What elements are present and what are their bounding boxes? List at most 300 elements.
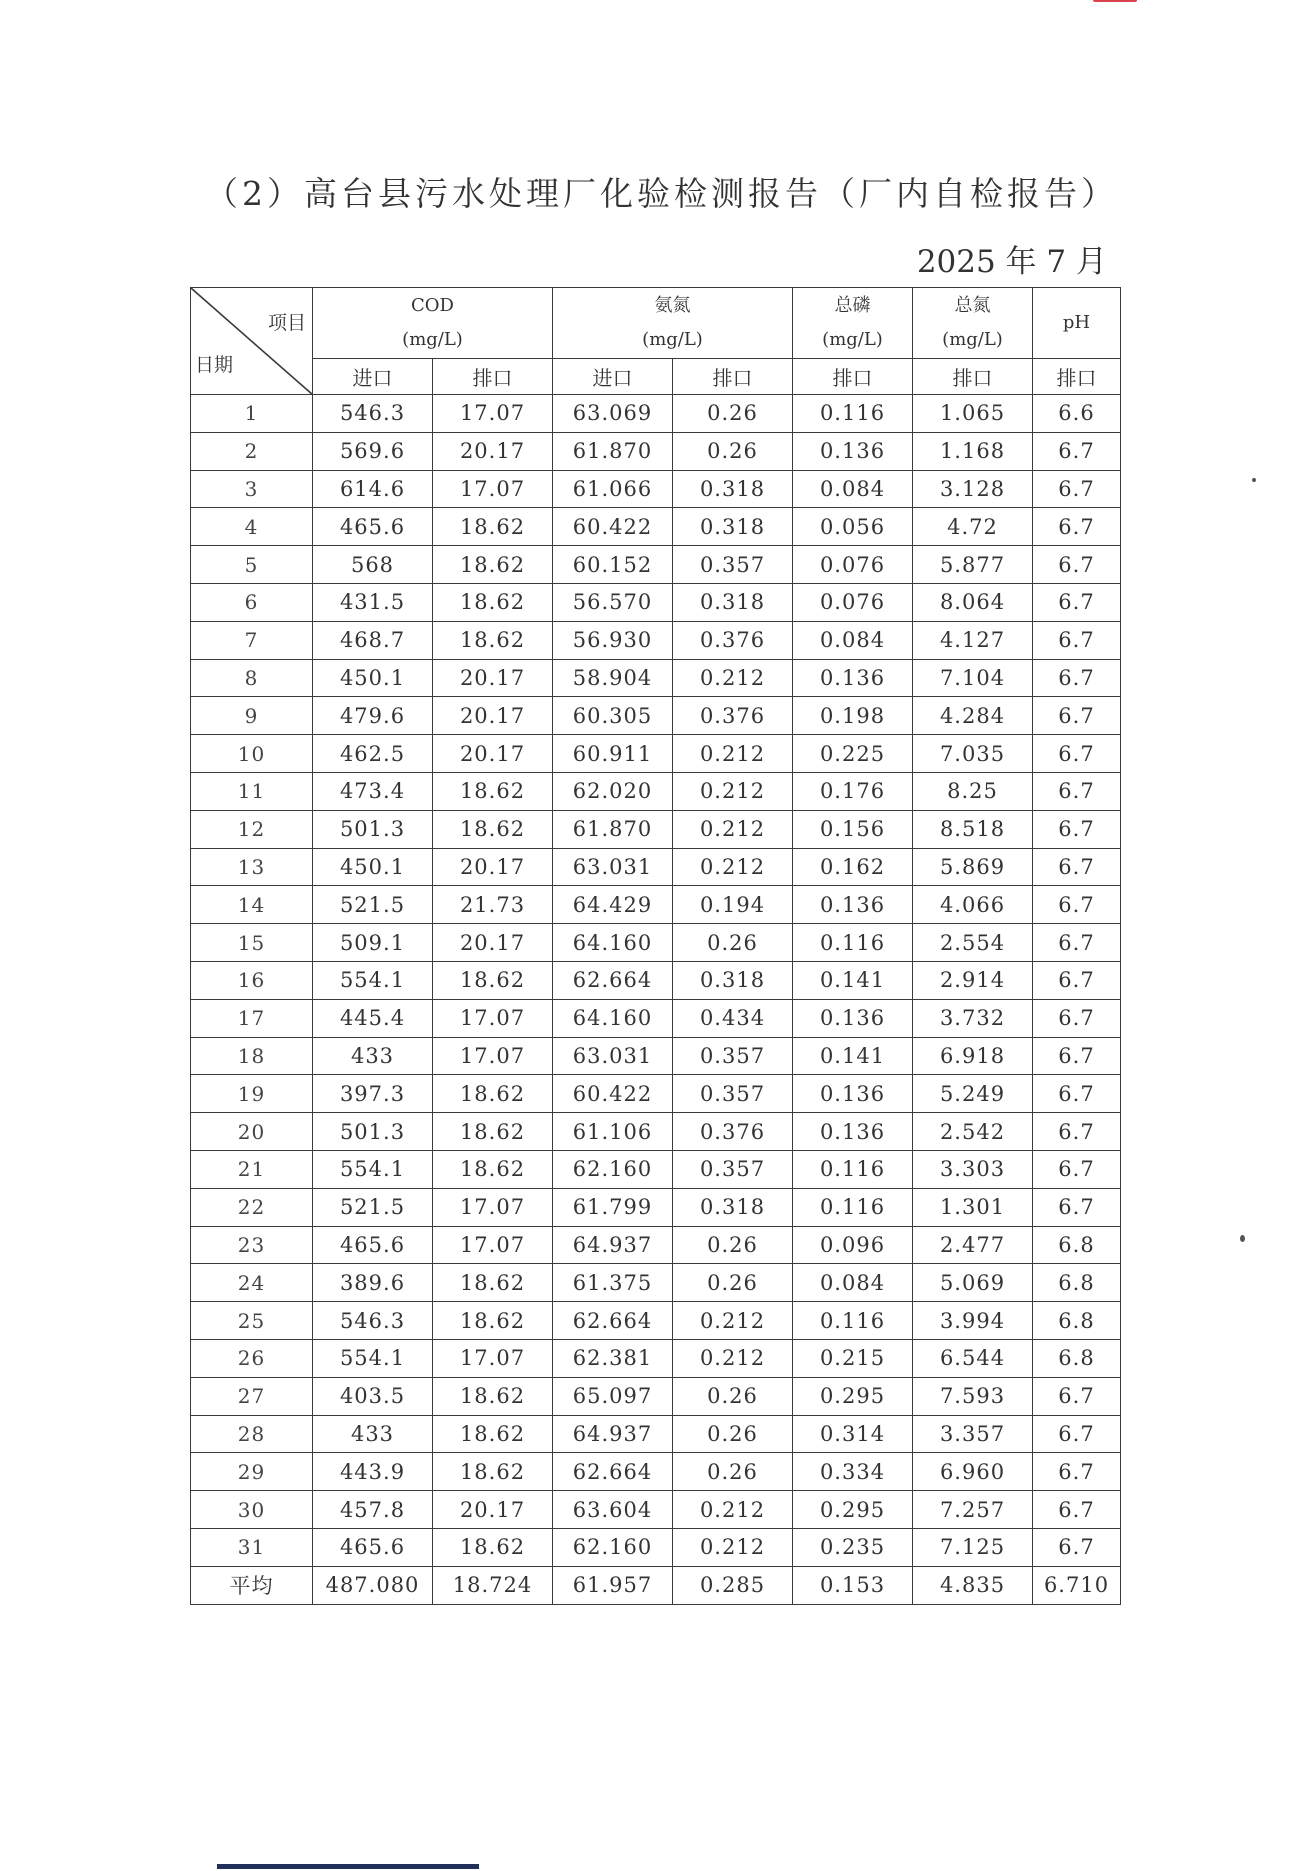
cod-outlet-cell: 18.62 [433,961,553,999]
nh3-outlet-cell: 0.376 [673,621,793,659]
cod-outlet-cell: 18.62 [433,1415,553,1453]
table-row [191,1339,1121,1377]
cod-inlet-cell: 445.4 [313,999,433,1037]
table-row [191,1415,1121,1453]
ph-outlet-cell: 6.7 [1033,1075,1121,1113]
report-date: 2025 年 7 月 [916,244,1107,280]
nh3-outlet-cell: 0.318 [673,470,793,508]
param-name: 总磷 [834,295,871,316]
tp-outlet-cell: 0.084 [793,1264,913,1302]
cod-outlet-cell: 17.07 [433,395,553,433]
nh3-outlet-cell: 0.212 [673,848,793,886]
day-cell: 11 [191,772,313,810]
report-title: （2）高台县污水处理厂化验检测报告（厂内自检报告） [205,174,1118,213]
day-cell: 26 [191,1339,313,1377]
nh3-inlet-cell: 63.031 [553,848,673,886]
ph-outlet-cell: 6.7 [1033,999,1121,1037]
cod-inlet-cell: 501.3 [313,810,433,848]
cod-outlet-cell: 20.17 [433,1491,553,1529]
cod-outlet-cell: 17.07 [433,999,553,1037]
day-cell: 31 [191,1528,313,1566]
header-total-phosphorus [793,288,913,359]
day-cell: 6 [191,583,313,621]
cod-inlet-cell: 468.7 [313,621,433,659]
cod-outlet-cell: 20.17 [433,659,553,697]
ph-outlet-cell: 6.7 [1033,621,1121,659]
tp-outlet-cell: 0.076 [793,583,913,621]
tp-outlet-cell: 0.136 [793,1075,913,1113]
nh3-outlet-cell: 0.26 [673,1453,793,1491]
ph-outlet-cell: 6.7 [1033,772,1121,810]
tp-outlet-cell: 0.136 [793,999,913,1037]
cod-inlet-cell: 546.3 [313,1302,433,1340]
nh3-inlet-cell: 60.305 [553,697,673,735]
nh3-outlet-cell: 0.318 [673,961,793,999]
nh3-outlet-cell: 0.26 [673,924,793,962]
average-tn-outlet: 4.835 [913,1566,1033,1604]
table-row [191,621,1121,659]
tp-outlet-cell: 0.136 [793,886,913,924]
nh3-outlet-cell: 0.26 [673,1377,793,1415]
day-cell: 22 [191,1188,313,1226]
param-unit: (mg/L) [642,329,703,350]
average-cod-inlet: 487.080 [313,1566,433,1604]
day-cell: 30 [191,1491,313,1529]
day-cell: 13 [191,848,313,886]
nh3-inlet-cell: 64.937 [553,1226,673,1264]
day-cell: 3 [191,470,313,508]
tn-outlet-cell: 5.069 [913,1264,1033,1302]
day-cell: 12 [191,810,313,848]
cod-outlet-cell: 18.62 [433,1453,553,1491]
tp-outlet-cell: 0.056 [793,508,913,546]
tn-outlet-cell: 5.869 [913,848,1033,886]
table-row [191,470,1121,508]
tn-outlet-cell: 2.914 [913,961,1033,999]
tp-outlet-cell: 0.116 [793,1302,913,1340]
nh3-inlet-cell: 64.160 [553,924,673,962]
nh3-outlet-cell: 0.212 [673,1339,793,1377]
ph-outlet-cell: 6.7 [1033,1377,1121,1415]
tn-outlet-cell: 6.960 [913,1453,1033,1491]
nh3-outlet-cell: 0.194 [673,886,793,924]
ph-outlet-cell: 6.7 [1033,1113,1121,1151]
cod-inlet-cell: 465.6 [313,1528,433,1566]
tn-outlet-cell: 2.554 [913,924,1033,962]
tp-outlet-cell: 0.084 [793,621,913,659]
average-ph-outlet: 6.710 [1033,1566,1121,1604]
table-row [191,1491,1121,1529]
ph-outlet-cell: 6.7 [1033,848,1121,886]
scan-speck [1240,1235,1245,1242]
day-cell: 28 [191,1415,313,1453]
nh3-inlet-cell: 64.937 [553,1415,673,1453]
nh3-outlet-cell: 0.318 [673,583,793,621]
table-row [191,697,1121,735]
day-cell: 4 [191,508,313,546]
nh3-outlet-cell: 0.26 [673,1415,793,1453]
corner-item-label: 项目 [267,312,306,334]
nh3-inlet-cell: 56.930 [553,621,673,659]
tp-outlet-cell: 0.136 [793,659,913,697]
param-unit: (mg/L) [402,329,463,350]
table-row [191,1528,1121,1566]
ph-outlet-cell: 6.6 [1033,395,1121,433]
cod-outlet-cell: 18.62 [433,1113,553,1151]
cod-inlet-cell: 397.3 [313,1075,433,1113]
table-row [191,848,1121,886]
cod-outlet-cell: 18.62 [433,1264,553,1302]
header-ammonia-nitrogen [553,288,793,359]
nh3-inlet-cell: 60.152 [553,546,673,584]
tn-outlet-cell: 7.035 [913,735,1033,773]
day-cell: 16 [191,961,313,999]
table-row [191,546,1121,584]
table-header-row [191,288,1121,359]
tp-outlet-cell: 0.136 [793,1113,913,1151]
subheader-cod-outlet: 排口 [433,359,553,395]
cod-outlet-cell: 17.07 [433,1339,553,1377]
nh3-inlet-cell: 61.870 [553,810,673,848]
cod-outlet-cell: 18.62 [433,810,553,848]
tn-outlet-cell: 3.303 [913,1150,1033,1188]
tp-outlet-cell: 0.295 [793,1491,913,1529]
tn-outlet-cell: 6.918 [913,1037,1033,1075]
table-row [191,1075,1121,1113]
cod-inlet-cell: 569.6 [313,432,433,470]
day-cell: 19 [191,1075,313,1113]
cod-outlet-cell: 18.62 [433,1075,553,1113]
tn-outlet-cell: 8.518 [913,810,1033,848]
cod-inlet-cell: 433 [313,1037,433,1075]
tp-outlet-cell: 0.116 [793,395,913,433]
tp-outlet-cell: 0.162 [793,848,913,886]
nh3-inlet-cell: 61.870 [553,432,673,470]
tp-outlet-cell: 0.156 [793,810,913,848]
nh3-outlet-cell: 0.212 [673,1528,793,1566]
cod-outlet-cell: 18.62 [433,1302,553,1340]
tp-outlet-cell: 0.225 [793,735,913,773]
bottom-edge-bar [217,1864,479,1869]
ph-outlet-cell: 6.7 [1033,1415,1121,1453]
nh3-outlet-cell: 0.26 [673,395,793,433]
cod-outlet-cell: 20.17 [433,848,553,886]
nh3-inlet-cell: 56.570 [553,583,673,621]
table-subheader-row [191,359,1121,395]
nh3-outlet-cell: 0.376 [673,697,793,735]
subheader-nh3-inlet: 进口 [553,359,673,395]
ph-outlet-cell: 6.7 [1033,546,1121,584]
subheader-ph-outlet: 排口 [1033,359,1121,395]
cod-outlet-cell: 18.62 [433,1528,553,1566]
tp-outlet-cell: 0.084 [793,470,913,508]
tn-outlet-cell: 1.065 [913,395,1033,433]
tn-outlet-cell: 2.542 [913,1113,1033,1151]
tn-outlet-cell: 3.128 [913,470,1033,508]
day-cell: 24 [191,1264,313,1302]
tn-outlet-cell: 6.544 [913,1339,1033,1377]
cod-inlet-cell: 546.3 [313,395,433,433]
table-body [191,395,1121,1567]
header-total-nitrogen [913,288,1033,359]
table-row [191,1188,1121,1226]
scan-speck [1252,478,1256,482]
cod-inlet-cell: 403.5 [313,1377,433,1415]
ph-outlet-cell: 6.7 [1033,886,1121,924]
cod-outlet-cell: 18.62 [433,583,553,621]
cod-outlet-cell: 21.73 [433,886,553,924]
header-cod [313,288,553,359]
subheader-cod-inlet: 进口 [313,359,433,395]
table-row [191,810,1121,848]
subheader-tn-outlet: 排口 [913,359,1033,395]
table-row [191,583,1121,621]
corner-date-label: 日期 [195,354,234,376]
table-row [191,1264,1121,1302]
cod-outlet-cell: 20.17 [433,735,553,773]
ph-outlet-cell: 6.7 [1033,1453,1121,1491]
report-table [190,287,1121,1605]
average-nh3-inlet: 61.957 [553,1566,673,1604]
cod-outlet-cell: 17.07 [433,1037,553,1075]
nh3-inlet-cell: 60.911 [553,735,673,773]
tn-outlet-cell: 4.066 [913,886,1033,924]
cod-inlet-cell: 501.3 [313,1113,433,1151]
cod-inlet-cell: 465.6 [313,1226,433,1264]
corner-diagonal-cell [191,288,313,395]
nh3-inlet-cell: 61.375 [553,1264,673,1302]
nh3-inlet-cell: 60.422 [553,508,673,546]
day-cell: 17 [191,999,313,1037]
tp-outlet-cell: 0.141 [793,961,913,999]
cod-outlet-cell: 18.62 [433,1377,553,1415]
nh3-outlet-cell: 0.357 [673,1037,793,1075]
tp-outlet-cell: 0.314 [793,1415,913,1453]
day-cell: 25 [191,1302,313,1340]
nh3-inlet-cell: 62.020 [553,772,673,810]
subheader-tp-outlet: 排口 [793,359,913,395]
cod-inlet-cell: 473.4 [313,772,433,810]
tn-outlet-cell: 5.249 [913,1075,1033,1113]
nh3-outlet-cell: 0.376 [673,1113,793,1151]
ph-outlet-cell: 6.8 [1033,1302,1121,1340]
tn-outlet-cell: 3.732 [913,999,1033,1037]
nh3-inlet-cell: 64.160 [553,999,673,1037]
ph-outlet-cell: 6.7 [1033,735,1121,773]
ph-outlet-cell: 6.8 [1033,1264,1121,1302]
cod-inlet-cell: 479.6 [313,697,433,735]
nh3-inlet-cell: 62.160 [553,1528,673,1566]
day-cell: 10 [191,735,313,773]
cod-inlet-cell: 521.5 [313,886,433,924]
day-cell: 18 [191,1037,313,1075]
nh3-inlet-cell: 64.429 [553,886,673,924]
nh3-outlet-cell: 0.434 [673,999,793,1037]
cod-outlet-cell: 18.62 [433,546,553,584]
tp-outlet-cell: 0.116 [793,1150,913,1188]
table-row [191,886,1121,924]
tn-outlet-cell: 7.593 [913,1377,1033,1415]
nh3-outlet-cell: 0.212 [673,1302,793,1340]
tn-outlet-cell: 8.25 [913,772,1033,810]
tn-outlet-cell: 7.257 [913,1491,1033,1529]
cod-inlet-cell: 554.1 [313,1339,433,1377]
table-row [191,1113,1121,1151]
cod-outlet-cell: 18.62 [433,1150,553,1188]
table-row [191,395,1121,433]
tn-outlet-cell: 4.127 [913,621,1033,659]
tn-outlet-cell: 1.168 [913,432,1033,470]
nh3-inlet-cell: 58.904 [553,659,673,697]
table-row [191,1453,1121,1491]
average-cod-outlet: 18.724 [433,1566,553,1604]
ph-outlet-cell: 6.7 [1033,508,1121,546]
tp-outlet-cell: 0.295 [793,1377,913,1415]
day-cell: 8 [191,659,313,697]
nh3-outlet-cell: 0.212 [673,810,793,848]
tn-outlet-cell: 2.477 [913,1226,1033,1264]
cod-inlet-cell: 450.1 [313,848,433,886]
red-stamp-mark [1093,0,1137,2]
nh3-outlet-cell: 0.357 [673,1150,793,1188]
day-cell: 2 [191,432,313,470]
nh3-inlet-cell: 62.381 [553,1339,673,1377]
tn-outlet-cell: 7.125 [913,1528,1033,1566]
cod-outlet-cell: 17.07 [433,1188,553,1226]
day-cell: 5 [191,546,313,584]
cod-inlet-cell: 433 [313,1415,433,1453]
cod-inlet-cell: 450.1 [313,659,433,697]
param-name: 氨氮 [654,295,691,316]
ph-outlet-cell: 6.7 [1033,470,1121,508]
table-row [191,772,1121,810]
cod-inlet-cell: 554.1 [313,1150,433,1188]
day-cell: 29 [191,1453,313,1491]
nh3-inlet-cell: 60.422 [553,1075,673,1113]
nh3-outlet-cell: 0.26 [673,432,793,470]
average-label: 平均 [191,1566,313,1604]
cod-inlet-cell: 462.5 [313,735,433,773]
table-row [191,1302,1121,1340]
cod-outlet-cell: 20.17 [433,924,553,962]
ph-outlet-cell: 6.7 [1033,1491,1121,1529]
cod-outlet-cell: 18.62 [433,621,553,659]
day-cell: 9 [191,697,313,735]
nh3-inlet-cell: 63.604 [553,1491,673,1529]
nh3-outlet-cell: 0.357 [673,546,793,584]
tp-outlet-cell: 0.235 [793,1528,913,1566]
tn-outlet-cell: 7.104 [913,659,1033,697]
cod-inlet-cell: 554.1 [313,961,433,999]
cod-inlet-cell: 431.5 [313,583,433,621]
tp-outlet-cell: 0.116 [793,924,913,962]
cod-outlet-cell: 18.62 [433,772,553,810]
tp-outlet-cell: 0.176 [793,772,913,810]
table-row [191,999,1121,1037]
ph-outlet-cell: 6.7 [1033,1150,1121,1188]
ph-outlet-cell: 6.7 [1033,961,1121,999]
tn-outlet-cell: 4.284 [913,697,1033,735]
table-row [191,508,1121,546]
param-unit: (mg/L) [822,329,883,350]
nh3-outlet-cell: 0.318 [673,508,793,546]
average-tp-outlet: 0.153 [793,1566,913,1604]
tp-outlet-cell: 0.096 [793,1226,913,1264]
tp-outlet-cell: 0.215 [793,1339,913,1377]
header-ph [1033,288,1121,359]
table-row [191,432,1121,470]
nh3-outlet-cell: 0.212 [673,1491,793,1529]
nh3-outlet-cell: 0.318 [673,1188,793,1226]
cod-inlet-cell: 614.6 [313,470,433,508]
tp-outlet-cell: 0.141 [793,1037,913,1075]
cod-outlet-cell: 20.17 [433,432,553,470]
nh3-inlet-cell: 63.031 [553,1037,673,1075]
table-row [191,1150,1121,1188]
param-name: COD [411,295,454,316]
cod-outlet-cell: 18.62 [433,508,553,546]
nh3-inlet-cell: 62.664 [553,1453,673,1491]
tn-outlet-cell: 3.994 [913,1302,1033,1340]
cod-outlet-cell: 17.07 [433,470,553,508]
tn-outlet-cell: 5.877 [913,546,1033,584]
table-row [191,1037,1121,1075]
nh3-outlet-cell: 0.212 [673,659,793,697]
cod-outlet-cell: 20.17 [433,697,553,735]
nh3-inlet-cell: 62.664 [553,961,673,999]
cod-inlet-cell: 457.8 [313,1491,433,1529]
param-name: pH [1062,312,1091,333]
nh3-outlet-cell: 0.212 [673,772,793,810]
cod-inlet-cell: 465.6 [313,508,433,546]
subheader-nh3-outlet: 排口 [673,359,793,395]
day-cell: 15 [191,924,313,962]
nh3-inlet-cell: 61.106 [553,1113,673,1151]
day-cell: 27 [191,1377,313,1415]
day-cell: 21 [191,1150,313,1188]
table-row [191,735,1121,773]
average-nh3-outlet: 0.285 [673,1566,793,1604]
tn-outlet-cell: 3.357 [913,1415,1033,1453]
ph-outlet-cell: 6.7 [1033,659,1121,697]
ph-outlet-cell: 6.7 [1033,1037,1121,1075]
ph-outlet-cell: 6.8 [1033,1226,1121,1264]
table-row [191,1377,1121,1415]
tp-outlet-cell: 0.136 [793,432,913,470]
tn-outlet-cell: 4.72 [913,508,1033,546]
tn-outlet-cell: 8.064 [913,583,1033,621]
ph-outlet-cell: 6.7 [1033,1528,1121,1566]
table-row [191,924,1121,962]
average-row [191,1566,1121,1604]
nh3-inlet-cell: 63.069 [553,395,673,433]
nh3-inlet-cell: 62.664 [553,1302,673,1340]
tn-outlet-cell: 1.301 [913,1188,1033,1226]
table-row [191,961,1121,999]
ph-outlet-cell: 6.7 [1033,1188,1121,1226]
cod-inlet-cell: 521.5 [313,1188,433,1226]
param-unit: (mg/L) [942,329,1003,350]
tp-outlet-cell: 0.198 [793,697,913,735]
ph-outlet-cell: 6.7 [1033,810,1121,848]
day-cell: 14 [191,886,313,924]
cod-outlet-cell: 17.07 [433,1226,553,1264]
param-name: 总氮 [954,295,991,316]
day-cell: 20 [191,1113,313,1151]
nh3-inlet-cell: 65.097 [553,1377,673,1415]
ph-outlet-cell: 6.7 [1033,432,1121,470]
nh3-inlet-cell: 61.799 [553,1188,673,1226]
